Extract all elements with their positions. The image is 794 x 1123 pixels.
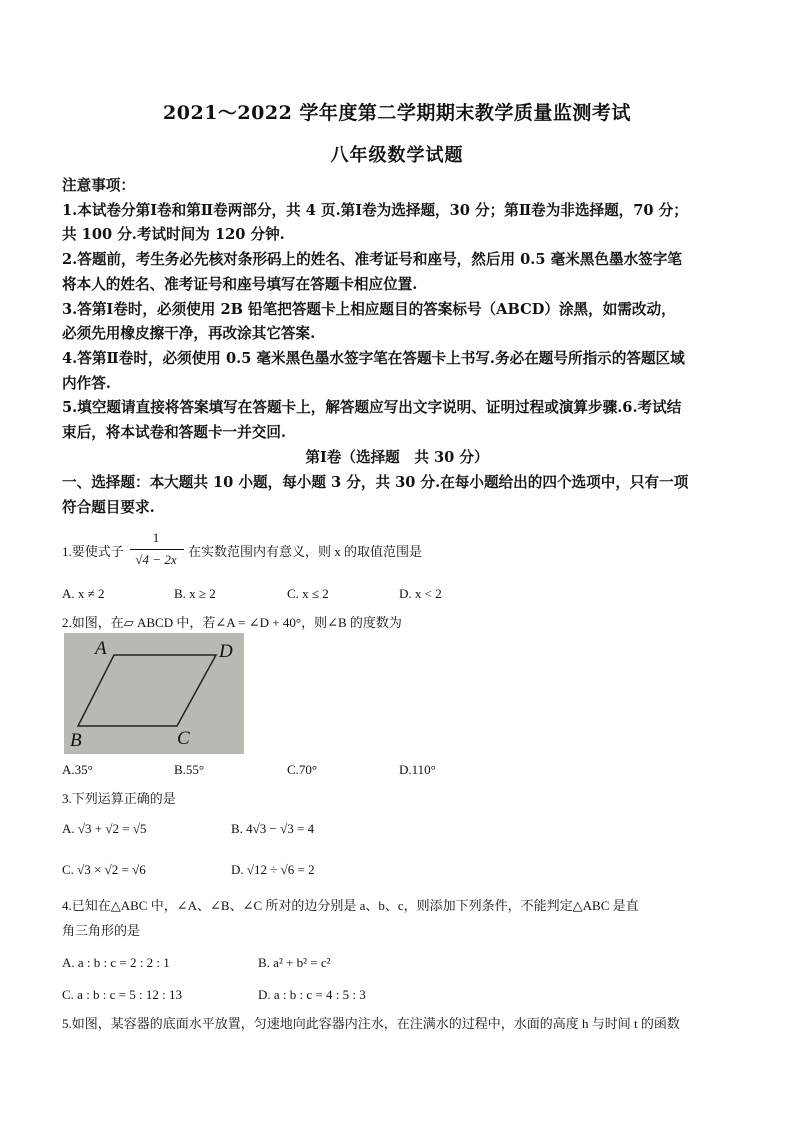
q4-stem-line: 4.已知在△ABC 中，∠A、∠B、∠C 所对的边分别是 a、b、c，则添加下列条件，不能判定△ABC 是直 <box>62 898 639 913</box>
q3-option-c: C. √3 × √2 = √6 <box>62 862 146 877</box>
q2-option-d: D.110° <box>399 762 436 777</box>
vertex-label-d: D <box>219 641 233 662</box>
q1-stem-before: 1.要使式子 <box>62 544 124 559</box>
notice-heading: 注意事项： <box>62 177 135 194</box>
q1-stem-after: 在实数范围内有意义，则 x 的取值范围是 <box>188 544 423 559</box>
notice-line: 共 100 分.考试时间为 120 分钟. <box>62 226 285 243</box>
notice-line: 将本人的姓名、准考证号和座号填写在答题卡相应位置. <box>62 276 418 293</box>
q1-fraction-numerator: 1 <box>152 530 160 545</box>
notice-line: 必须先用橡皮擦干净，再改涂其它答案. <box>62 325 316 342</box>
notice-line: 3.答第Ⅰ卷时，必须使用 2B 铅笔把答题卡上相应题目的答案标号（ABCD）涂黑，如需改动， <box>62 301 676 318</box>
notice-line: 内作答. <box>62 375 111 392</box>
vertex-label-b: B <box>70 730 82 751</box>
parallelogram-diagram <box>64 633 244 754</box>
q4-stem-line: 角三角形的是 <box>62 923 141 938</box>
q3-option-a: A. √3 + √2 = √5 <box>62 821 147 836</box>
exam-title: 2021～2022 学年度第二学期期末教学质量监测考试 <box>163 102 631 124</box>
parallelogram-figure <box>64 633 244 754</box>
q2-option-c: C.70° <box>287 762 318 777</box>
section-instructions: 一、选择题：本大题共 10 小题，每小题 3 分，共 30 分.在每小题给出的四个选项中，只有一项 <box>62 474 689 491</box>
q3-option-b: B. 4√3 − √3 = 4 <box>231 821 315 836</box>
notice-line: 束后，将本试卷和答题卡一并交回. <box>62 424 286 441</box>
q2-option-a: A.35° <box>62 762 93 777</box>
q5-stem: 5.如图，某容器的底面水平放置，匀速地向此容器内注水，在注满水的过程中，水面的高度 h 与时间 t 的函数 <box>62 1016 680 1031</box>
q3-stem: 3.下列运算正确的是 <box>62 791 176 806</box>
notice-line: 2.答题前，考生务必先核对条形码上的姓名、准考证号和座号，然后用 0.5 毫米黑色墨水签字笔 <box>62 251 682 268</box>
vertex-label-a: A <box>95 638 107 659</box>
q3-option-d: D. √12 ÷ √6 = 2 <box>231 862 315 877</box>
q1-fraction-denominator: √4 − 2x <box>135 552 177 567</box>
q1-option-a: A. x ≠ 2 <box>62 586 105 601</box>
q2-option-b: B.55° <box>174 762 205 777</box>
notice-line: 5.填空题请直接将答案填写在答题卡上，解答题应写出文字说明、证明过程或演算步骤.6.考试结 <box>62 399 682 416</box>
notice-line: 4.答第Ⅱ卷时，必须使用 0.5 毫米黑色墨水签字笔在答题卡上书写.务必在题号所指示的答题区域 <box>62 350 685 367</box>
q4-option-d: D. a : b : c = 4 : 5 : 3 <box>258 987 366 1002</box>
q4-option-c: C. a : b : c = 5 : 12 : 13 <box>62 987 182 1002</box>
q2-stem: 2.如图，在▱ ABCD 中，若∠A = ∠D + 40°，则∠B 的度数为 <box>62 615 402 630</box>
q1-fraction <box>128 530 186 572</box>
q1-option-d: D. x < 2 <box>399 586 442 601</box>
q1-option-b: B. x ≥ 2 <box>174 586 216 601</box>
q4-option-a: A. a : b : c = 2 : 2 : 1 <box>62 955 170 970</box>
section-title: 第Ⅰ卷（选择题 共 30 分） <box>305 449 489 466</box>
q4-option-b: B. a² + b² = c² <box>258 955 331 970</box>
q1-option-c: C. x ≤ 2 <box>287 586 329 601</box>
notice-line: 1.本试卷分第Ⅰ卷和第Ⅱ卷两部分，共 4 页.第Ⅰ卷为选择题，30 分；第Ⅱ卷为非选择题，70 分； <box>62 202 688 219</box>
section-instructions: 符合题目要求. <box>62 499 155 516</box>
exam-subtitle: 八年级数学试题 <box>330 145 464 166</box>
vertex-label-c: C <box>177 728 190 749</box>
parallelogram-shape <box>78 655 216 726</box>
fraction-bar <box>130 549 184 550</box>
